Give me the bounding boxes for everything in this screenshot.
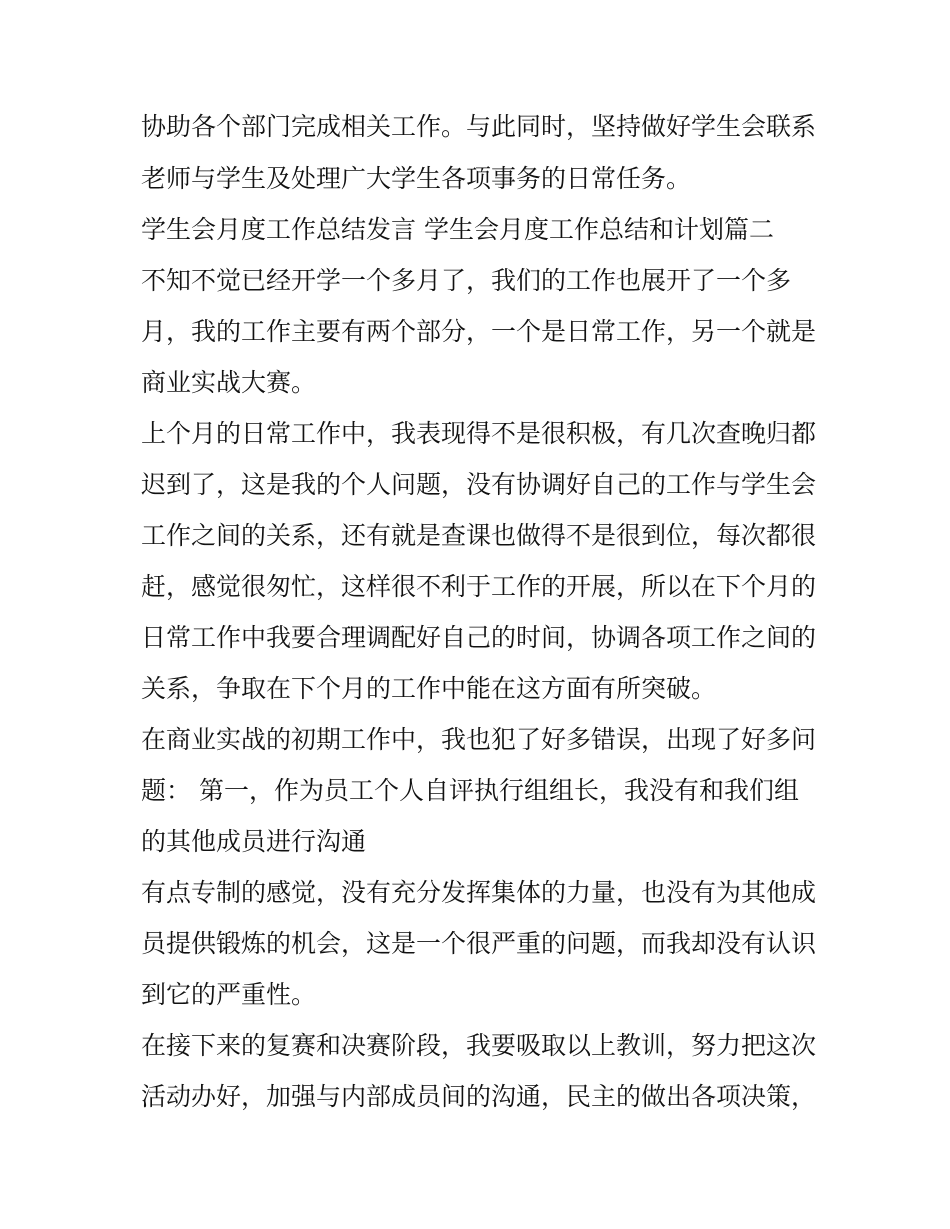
text-line: 题： 第一，作为员工个人自评执行组组长，我没有和我们组 bbox=[141, 776, 799, 805]
text-line: 员提供锻炼的机会，这是一个很严重的问题，而我却没有认识 bbox=[141, 929, 817, 958]
text-line: 在商业实战的初期工作中，我也犯了好多错误，出现了好多问 bbox=[141, 725, 817, 754]
text-line: 的其他成员进行沟通 bbox=[141, 827, 367, 856]
text-line: 日常工作中我要合理调配好自己的时间，协调各项工作之间的 bbox=[141, 623, 817, 652]
text-line: 活动办好，加强与内部成员间的沟通，民主的做出各项决策， bbox=[141, 1082, 817, 1111]
text-line: 关系，争取在下个月的工作中能在这方面有所突破。 bbox=[141, 674, 717, 703]
text-line: 不知不觉已经开学一个多月了，我们的工作也展开了一个多 bbox=[141, 266, 792, 295]
text-line: 到它的严重性。 bbox=[141, 980, 317, 1009]
text-line: 有点专制的感觉，没有充分发挥集体的力量，也没有为其他成 bbox=[141, 878, 817, 907]
text-line: 上个月的日常工作中，我表现得不是很积极，有几次查晚归都 bbox=[141, 419, 817, 448]
text-line: 赶，感觉很匆忙，这样很不利于工作的开展，所以在下个月的 bbox=[141, 572, 817, 601]
text-line: 在接下来的复赛和决赛阶段，我要吸取以上教训，努力把这次 bbox=[141, 1031, 817, 1060]
section-heading: 学生会月度工作总结发言 学生会月度工作总结和计划篇二 bbox=[141, 215, 774, 244]
text-line: 工作之间的关系，还有就是查课也做得不是很到位，每次都很 bbox=[141, 521, 817, 550]
text-line: 迟到了，这是我的个人问题，没有协调好自己的工作与学生会 bbox=[141, 470, 817, 499]
text-line: 协助各个部门完成相关工作。与此同时，坚持做好学生会联系 bbox=[141, 112, 817, 141]
text-line: 老师与学生及处理广大学生各项事务的日常任务。 bbox=[141, 164, 692, 193]
text-line: 商业实战大赛。 bbox=[141, 368, 317, 397]
text-line: 月，我的工作主要有两个部分，一个是日常工作，另一个就是 bbox=[141, 317, 817, 346]
